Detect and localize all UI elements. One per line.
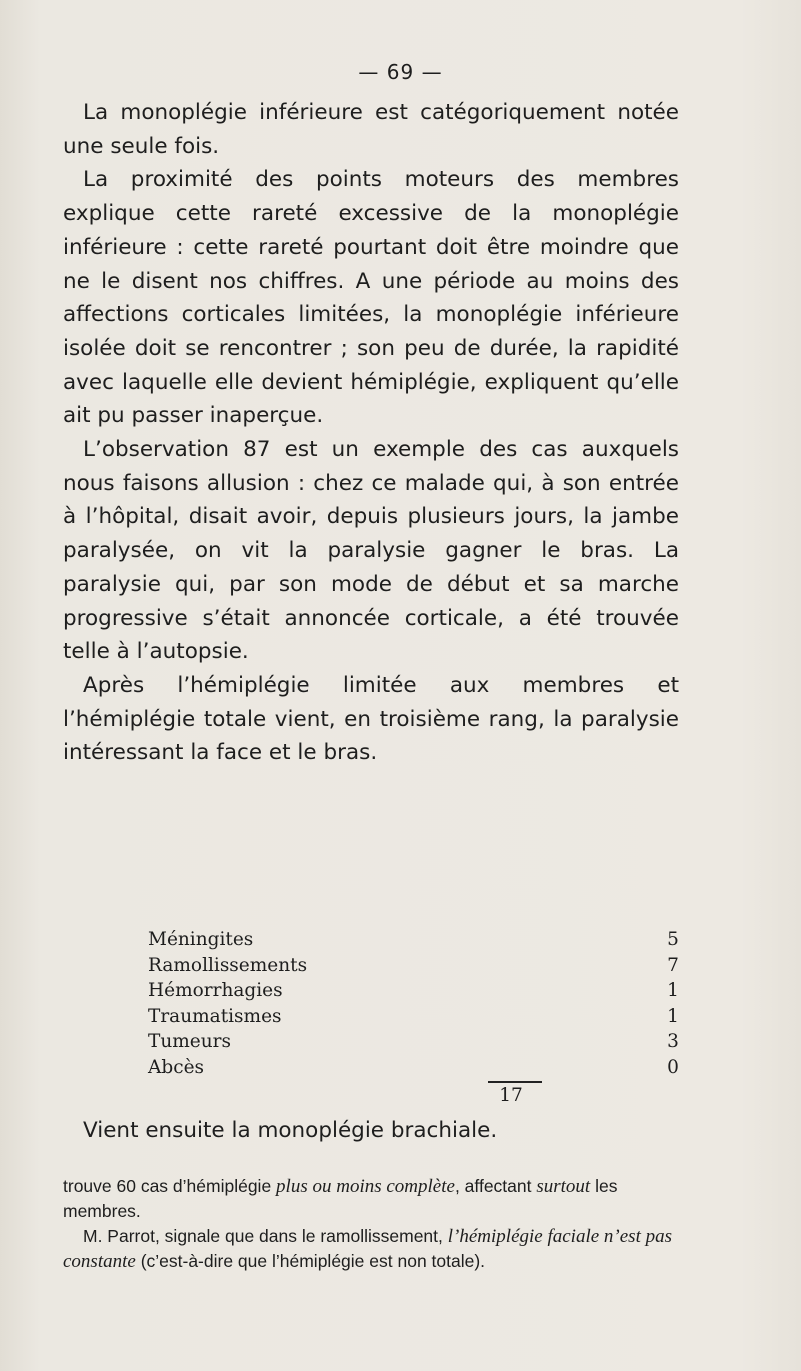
paragraph-4: Après l’hémiplégie limitée aux membres et l’hémiplégie totale vient, en troisième rang, la paralysie intéressant la face et le bras.: [63, 672, 679, 766]
paragraph-3: L’observation 87 est un exemple des cas auxquels nous faisons allusion : chez ce malade qui, à son entrée à l’hôpital, disait avoir, depuis plusieurs jours, la jambe paralysée, on vit la paralysie gagner le bras. La paralysie qui, par son mode de début et sa marche progressive s’était annoncée corticale, a été trouvée telle à l’autopsie.: [63, 437, 679, 665]
table-row-label: Abcès: [148, 1056, 205, 1078]
footnote-italic: plus ou moins complète: [276, 1176, 455, 1197]
table-row-value: 5: [667, 929, 679, 950]
table-row: [148, 1055, 688, 1081]
table-row: [148, 1004, 688, 1030]
table-row-label: Tumeurs: [148, 1031, 231, 1053]
footnote-text: (c’est-à-dire que l’hémiplégie est non totale).: [135, 1251, 486, 1272]
table-row: [148, 953, 688, 979]
table-row: [148, 927, 688, 953]
table-row-label: Hémorrhagies: [148, 980, 283, 1002]
footnote-text: les membres.: [63, 1176, 618, 1222]
footnote: [63, 1174, 683, 1275]
paragraph-2: La proximité des points moteurs des membres explique cette rareté excessive de la monoplégie inférieure : cette rareté pourtant doit être moindre que ne le disent nos chiffres. A une période au moins des affections corticales limitées, la monoplégie inférieure isolée doit se rencontrer ; son peu de durée, la rapidité avec laquelle elle devient hémiplégie, expliquent qu’elle ait pu passer inaperçue.: [63, 167, 679, 429]
table-row: [148, 978, 688, 1004]
footnote-text: trouve 60 cas d’hémiplégie: [63, 1176, 277, 1196]
table-row-value: 3: [667, 1031, 679, 1053]
footnote-italic: surtout: [536, 1176, 591, 1197]
table-row-value: 1: [667, 980, 679, 1002]
table-row: [148, 1029, 688, 1055]
table-row-label: Ramollissements: [148, 954, 308, 976]
main-text: [63, 96, 679, 770]
table-row-label: Méningites: [148, 929, 254, 950]
footnote-italic: l’hémiplégie faciale n’est pas constante: [63, 1225, 672, 1273]
cause-table: [148, 927, 688, 1081]
after-table-text: Vient ensuite la monoplégie brachiale.: [83, 1118, 498, 1143]
table-row-value: 1: [667, 1005, 679, 1027]
footnote-text: M. Parrot, signale que dans le ramollissement,: [83, 1225, 448, 1246]
table-row-label: Traumatismes: [148, 1005, 282, 1027]
table-row-value: 0: [667, 1056, 679, 1078]
footnote-text: , affectant: [454, 1176, 537, 1196]
page-number: — 69 —: [358, 60, 443, 84]
total-divider: [488, 1081, 542, 1083]
paragraph-1: La monoplégie inférieure est catégoriquement notée une seule fois.: [63, 100, 679, 159]
table-row-value: 7: [667, 954, 679, 976]
table-total: 17: [499, 1085, 523, 1106]
